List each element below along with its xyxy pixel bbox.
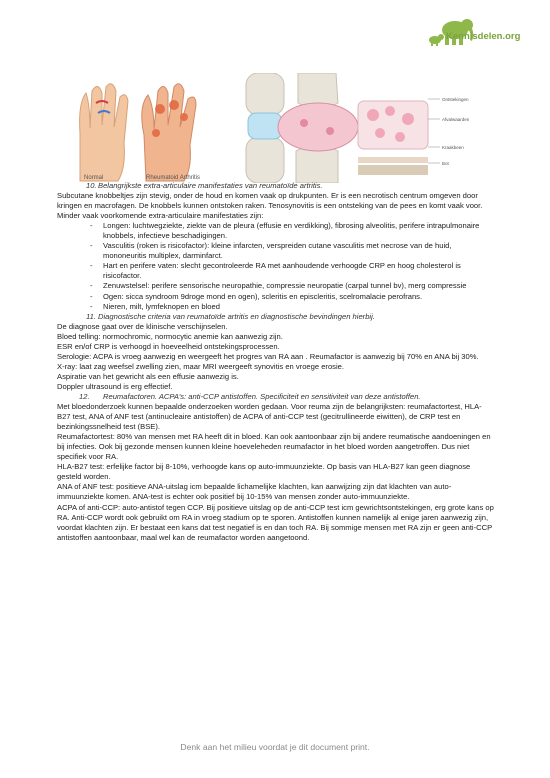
paragraph: ESR en/of CRP is verhoogd in hoeveelheid ontstekingsprocessen. [57, 341, 280, 351]
callout-label-2: Afvalwaarden [442, 117, 470, 122]
paragraph: Doppler ultrasound is erg effectief. [57, 381, 173, 391]
paragraph: HLA-B27 test: erfelijke factor bij 8-10%, verhoogde kans op auto-immuunziekte. Op basis van HLA-B27 kan geen diagnose gesteld worden. [57, 462, 471, 482]
list-item: - Longen: luchtwegziekte, ziekte van de pleura (effusie en verdikking), fibrosing alveolitis, perifere intrapulmonaire knobbels, infectieve beschadigingen. [57, 221, 495, 241]
paragraph: Reumafactortest: 80% van mensen met RA heeft dit in bloed. Kan ook aantoonbaar zijn bij andere reumatische aandoeningen en bij infecties. Ook bij gezonde mensen kunnen kleine hoeveleheden reumafactor in het bloed worden aangetroffen. Dus niet specifiek voor RA. [57, 432, 491, 462]
footer-note: Denk aan het milieu voordat je dit document print. [180, 742, 370, 752]
ra-label: Rheumatoid Arthritis [146, 175, 201, 181]
joint-ra-illustration [278, 73, 358, 183]
paragraph: Aspiratie van het gewricht als een effusie aanwezig is. [57, 371, 239, 381]
paragraph: ANA of ANF test: positieve ANA-uitslag icm bepaalde lichamelijke klachten, kan aanwijzing zijn dat klachten van auto-immuunziekte komen. ANA-test is echter ook positief bij 10-15% van mensen zonder auto-immuunziekte. [57, 482, 452, 502]
paragraph: Met bloedonderzoek kunnen bepaalde onderzoeken worden gedaan. Voor reuma zijn de belangrijksten: reumafactortest, HLA-B27 test, ANA of ANF test (antinucleaire antistoffen) de ACPA of anti-CCP test (gecitrullineerde eiwitten), de CRP test en bezinkingssnelheid test (BSE). [57, 402, 482, 432]
callout-label-4: Bot [442, 161, 449, 166]
manifestations-list [57, 221, 495, 311]
paragraph: De diagnose gaat over de klinische verschijnselen. [57, 321, 228, 331]
callout-label-1: Ontstekingen [442, 97, 469, 102]
list-item: - Hart en perifere vaten: slecht gecontroleerde RA met aanhoudende verhoogde CRP en hoog cholesterol is risicofactor. [57, 261, 495, 281]
list-item: - Nieren, milt, lymfeknopen en bloed [57, 302, 495, 312]
section-11-heading: 11. Diagnostische criteria van reumatoïde artritis en diagnostische bevindingen hierbij. [86, 311, 375, 321]
normal-hand-illustration [80, 84, 128, 181]
section-12-heading: 12. Reumafactoren. ACPA’s: anti-CCP antistoffen. Specificiteit en sensitiviteit van deze antistoffen. [79, 391, 421, 401]
normal-label: Normal [84, 175, 104, 181]
list-item: - Ogen: sicca syndroom 9droge mond en ogen), scleritis en episcleritis, scelromalacie perofrans. [57, 292, 495, 302]
ra-illustration [68, 73, 486, 183]
paragraph: X-ray: laat zag weefsel zwelling zien, maar MRI weergeeft synovitis en vroege erosie. [57, 361, 345, 371]
cell-detail-illustration [358, 101, 428, 175]
paragraph: Minder vaak voorkomende extra-articulaire manifestaties zijn: [57, 211, 264, 221]
paragraph: Bloed telling: normochromic, normocytic anemie kan aanwezig zijn. [57, 331, 283, 341]
logo-text: Kennisdelen.org [446, 31, 521, 42]
paragraph: ACPA of anti-CCP: auto-antistof tegen CCP. Bij positieve uitslag op de anti-CCP test icm gewrichtsontstekingen, erg grote kans op RA. Anti-CCP wordt ook gebruikt om RA in vroeg stadium op te sporen. Antistoffen kunnen namelijk al enige jaren aanwezig zijn, voordat klachten zijn. Er bestaat een kans dat test negatief is en dan toch RA. Bij sommige mensen met RA zijn er geen anti-CCP antistoffen aantoonbaar, maal wel kan de reumafactor worden aangetoond. [57, 502, 494, 542]
section-10-heading: 10.Belangrijkste extra-articulaire manifestaties van reumatoïde artritis. [86, 181, 323, 190]
ra-hand-illustration [142, 84, 196, 181]
list-item: - Zenuwstelsel: perifere sensorische neuropathie, compressie neuropatie (carpal tunnel bv), merg compressie [57, 281, 495, 291]
list-item: - Vasculitis (roken is risicofactor): kleine infarcten, verspreiden cutane vasculitis met necrose van de huid, mononeuritis multiplex, darminfarct. [57, 241, 495, 261]
paragraph: Serologie: ACPA is vroeg aanwezig en weergeeft het progres van RA aan . Reumafactor is aanwezig bij 70% en ANA bij 30%. [57, 351, 479, 361]
paragraph: Subcutane knobbeltjes zijn stevig, onder de houd en komen vaak op drukpunten. Er is een necrotisch centrum omgeven door kringen en macrofagen. De knobbels kunnen ontstoken raken. Tenosynovitis is een ontsteking van de pees en komt vaak voor. [57, 191, 483, 211]
document-body [57, 181, 495, 543]
callout-label-3: Kraakbeen [442, 145, 464, 150]
